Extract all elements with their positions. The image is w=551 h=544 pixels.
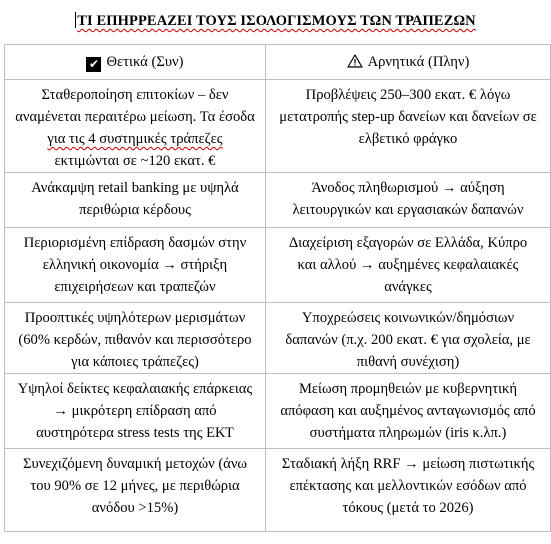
cell-negative: Διαχείριση εξαγορών σε Ελλάδα, Κύπρο και αλλού → αυξημένες κεφαλαιακές ανάγκες <box>266 228 551 303</box>
header-negative: Αρνητικά (Πλην) <box>266 45 551 80</box>
check-box-icon: ✔ <box>86 57 101 72</box>
table-row <box>5 173 551 228</box>
cell-positive: Περιορισμένη επίδραση δασμών στην ελληνική οικονομία → στήριξη επιχειρήσεων και τραπεζών <box>5 228 266 303</box>
cell-positive: Προοπτικές υψηλότερων μερισμάτων (60% κερδών, πιθανόν και περισσότερο για κάποιες τράπεζες) <box>5 303 266 374</box>
cell-positive: Υψηλοί δείκτες κεφαλαιακής επάρκειας → μικρότερη επίδραση από αυστηρότερα stress tests της ΕΚΤ <box>5 374 266 449</box>
cell-negative: Προβλέψεις 250–300 εκατ. € λόγω μετατροπής step-up δανείων και δανείων σε ελβετικό φράγκο <box>266 80 551 173</box>
cell-negative: Σταδιακή λήξη RRF → μείωση πιστωτικής επέκτασης και μελλοντικών εσόδων από τόκους (μετά το 2026) <box>266 449 551 532</box>
document-title: ΤΙ ΕΠΗΡΡΕΑΖΕΙ ΤΟΥΣ ΙΣΟΛΟΓΙΣΜΟΥΣ ΤΩΝ ΤΡΑΠΕΖΩΝ <box>77 13 476 29</box>
cell-positive: Σταθεροποίηση επιτοκίων – δεν αναμένεται περαιτέρω μείωση. Τα έσοδα για τις 4 συστημικές τράπεζες εκτιμώνται σε ~120 εκατ. € <box>5 80 266 173</box>
warning-icon <box>347 54 363 68</box>
cell-positive: Συνεχιζόμενη δυναμική μετοχών (άνω του 90% σε 12 μήνες, με περιθώρια ανόδου >15%) <box>5 449 266 532</box>
table-row <box>5 80 551 173</box>
spellcheck-line: για τις 4 συστημικές τράπεζες <box>47 131 223 147</box>
cell-negative: Υποχρεώσεις κοινωνικών/δημόσιων δαπανών (π.χ. 200 εκατ. € για σχολεία, με πιθανή συνέχιση) <box>266 303 551 374</box>
cell-negative: Άνοδος πληθωρισμού → αύξηση λειτουργικών και εργασιακών δαπανών <box>266 173 551 228</box>
table-header-row <box>5 45 551 80</box>
table-row <box>5 228 551 303</box>
cell-negative: Μείωση προμηθειών με κυβερνητική απόφαση και αυξημένος ανταγωνισμός από συστήματα πληρωμών (iris κ.λπ.) <box>266 374 551 449</box>
header-positive: ✔ Θετικά (Συν) <box>5 45 266 80</box>
table-row <box>5 374 551 449</box>
cell-positive: Ανάκαμψη retail banking με υψηλά περιθώρια κέρδους <box>5 173 266 228</box>
pros-cons-table <box>4 44 551 532</box>
table-row <box>5 303 551 374</box>
table-row <box>5 449 551 532</box>
